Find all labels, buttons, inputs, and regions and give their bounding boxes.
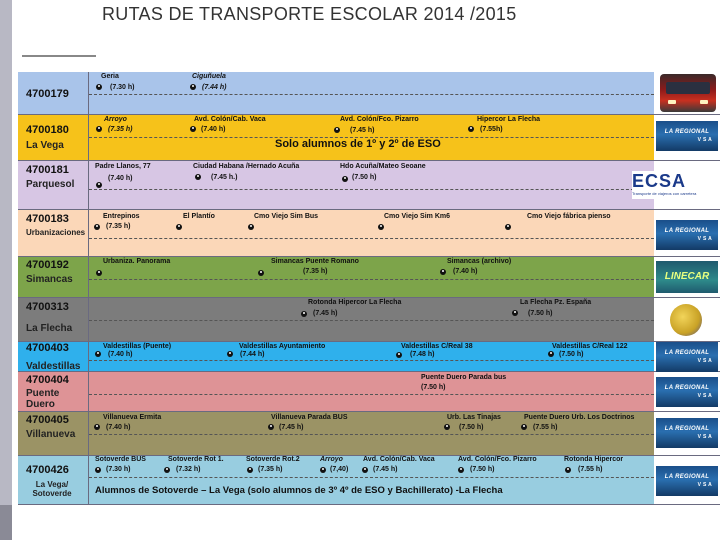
logo-cell [632,161,720,209]
stop-marker-icon [565,467,571,473]
route-area: Simancas [26,274,73,285]
stop-marker-icon [396,352,402,358]
left-decorative-bar [0,0,12,540]
route-code-cell [18,372,89,411]
route-note: Solo alumnos de 1º y 2º de ESO [275,138,441,150]
route-note: Alumnos de Sotoverde – La Vega (solo alumnos de 3º 4º de ESO y Bachillerato) -La Flecha [95,485,503,496]
stop-name: Valdestillas (Puente) [103,343,172,350]
stop-marker-icon [505,224,511,230]
stop-marker-icon [190,84,196,90]
stop-marker-icon [94,424,100,430]
stop-time: (7.35 h) [108,126,133,133]
stop-marker-icon [342,176,348,182]
stop-name: Padre Llanos, 77 [95,163,151,170]
stop-name: Sotoverde BUS [95,456,146,463]
stop-time: (7.44 h) [202,84,227,91]
row-divider-dashed [89,394,654,395]
stop-time: (7.35 h) [258,466,283,473]
stop-marker-icon [334,127,340,133]
route-code: 4700179 [26,88,69,100]
page-title: RUTAS DE TRANSPORTE ESCOLAR 2014 /2015 [102,4,517,24]
logo-cell [654,456,720,504]
row-divider-dashed [89,94,654,95]
stop-time: (7.30 h) [106,466,131,473]
stop-time: (7.40 h) [201,126,226,133]
row-divider-dashed [89,320,654,321]
title-underline [22,55,96,57]
stop-marker-icon [96,84,102,90]
stop-name: La Flecha Pz. España [520,299,592,306]
routes-table [18,72,720,505]
stop-marker-icon [320,467,326,473]
stop-name: Hdo Acuña/Mateo Seoane [340,163,426,170]
row-divider-dashed [89,477,654,478]
la-regional-logo: LA REGIONAL V S A [656,220,718,250]
stop-time: (7.50 h) [470,466,495,473]
stop-time: (7.40 h) [106,424,131,431]
la-regional-logo: LA REGIONAL V S A [656,342,718,372]
stop-marker-icon [96,126,102,132]
stop-time: (7.50 h) [528,310,553,317]
stop-name: Avd. Colón/Fco. Pizarro [340,116,419,123]
logo-cell [654,72,720,114]
row-divider-dashed [89,434,654,435]
stop-marker-icon [95,467,101,473]
stop-name: Arroyo [104,116,127,123]
stop-time: (7.48 h) [410,351,435,358]
stop-marker-icon [378,224,384,230]
stop-name: Ciguñuela [192,73,226,80]
stop-marker-icon [96,270,102,276]
route-area: La Vega [26,140,64,151]
stop-marker-icon [548,351,554,357]
stop-name: Urb. Las Tinajas [447,414,501,421]
stop-marker-icon [258,270,264,276]
stop-name: Cmo Viejo Sim Km6 [384,213,451,220]
route-row-4700181 [18,161,720,210]
stop-marker-icon [195,174,201,180]
stop-time: (7.40 h) [108,351,133,358]
stop-name: Rotonda Hipercor [564,456,624,463]
stop-time: (7.35 h) [106,223,131,230]
stop-time: (7.45 h) [350,127,375,134]
route-row-4700183 [18,210,720,257]
logo-cell [654,298,720,341]
stop-marker-icon [96,182,102,188]
route-code: 4700313 [26,301,69,313]
route-code: 4700192 [26,259,69,271]
route-code: 4700181 [26,164,69,176]
stop-name: Geria [101,73,119,80]
stop-name: Valdestillas Ayuntamiento [239,343,326,350]
route-area: Puente Duero [26,388,60,410]
route-code-cell [18,342,89,371]
stop-name: Entrepinos [103,213,140,220]
logo-cell [654,372,720,411]
la-regional-logo: LA REGIONAL V S A [656,121,718,151]
stop-name: Urbaniza. Panorama [103,258,171,265]
route-area: Parquesol [26,179,75,190]
stop-time: (7.55 h) [533,424,558,431]
stop-marker-icon [362,467,368,473]
stop-name: Cmo Viejo Sim Bus [254,213,319,220]
route-code-cell [18,456,89,504]
stop-marker-icon [95,351,101,357]
stop-time: (7.32 h) [176,466,201,473]
stop-time: (7.55 h) [578,466,603,473]
route-code-cell [18,161,89,209]
row-divider-dashed [89,189,654,190]
stop-marker-icon [190,126,196,132]
stop-name: Sotoverde Rot 1. [168,456,224,463]
route-code: 4700405 [26,414,69,426]
route-code: 4700404 [26,374,69,386]
route-row-4700179 [18,72,720,115]
stop-name: Villanueva Parada BUS [271,414,348,421]
route-code-cell [18,72,89,114]
left-decorative-bar-bottom [0,505,12,540]
route-area: Urbanizaciones [26,228,86,237]
stop-time: (7.45 h) [279,424,304,431]
route-row-4700426 [18,456,720,505]
stop-name: El Plantío [183,213,215,220]
globe-logo-icon [660,302,714,338]
stop-time: (7.44 h) [240,351,265,358]
row-divider-dashed [89,360,654,361]
stop-time: (7.35 h) [303,268,328,275]
stop-name: Avd. Colón/Fco. Pizarro [458,456,537,463]
stop-name: Simancas (archivo) [447,258,512,265]
stop-name: Simancas Puente Romano [271,258,359,265]
route-code: 4700183 [26,213,69,225]
route-row-4700180 [18,115,720,161]
stop-time: (7.50 h) [352,174,377,181]
route-code: 4700180 [26,124,69,136]
linecar-logo: LINECAR [656,261,718,293]
stop-marker-icon [248,224,254,230]
logo-cell [654,115,720,160]
stop-name: Valdestillas C/Real 38 [401,343,473,350]
stop-marker-icon [94,224,100,230]
route-area: La Flecha [26,323,73,334]
stop-time: (7.50 h) [459,424,484,431]
route-row-4700403 [18,342,720,372]
stop-marker-icon [176,224,182,230]
route-code: 4700403 [26,342,69,354]
stop-name: Arroyo [320,456,343,463]
logo-cell [654,257,720,297]
stop-marker-icon [164,467,170,473]
stop-time: (7.50 h) [559,351,584,358]
stop-name: Avd. Colón/Cab. Vaca [363,456,435,463]
stop-time: (7,40) [330,466,349,473]
stop-time: (7.40 h) [453,268,478,275]
stop-marker-icon [227,351,233,357]
stop-name: Ciudad Habana /Hernado Acuña [193,163,300,170]
stop-marker-icon [440,269,446,275]
row-divider-dashed [89,279,654,280]
stop-name: Villanueva Ermita [103,414,162,421]
stop-time: (7.45 h.) [211,174,238,181]
stop-name: Sotoverde Rot.2 [246,456,300,463]
route-row-4700313 [18,298,720,342]
stop-marker-icon [247,467,253,473]
logo-cell [654,342,720,371]
la-regional-logo: LA REGIONAL V S A [656,466,718,496]
route-row-4700404 [18,372,720,412]
stop-name: Puente Duero Urb. Los Doctrinos [524,414,635,421]
stop-marker-icon [468,126,474,132]
stop-name: Puente Duero Parada bus [421,374,507,381]
stop-marker-icon [512,310,518,316]
route-area: Villanueva [26,429,76,440]
stop-name: Rotonda Hipercor La Flecha [308,299,402,306]
route-area: La Vega/ Sotoverde [32,480,72,498]
stop-marker-icon [268,424,274,430]
ecsa-logo: ECSA Transporte de viajeros con carretera [632,171,720,199]
stop-time: (7.55h) [480,126,503,133]
row-divider-dashed [89,238,654,239]
route-row-4700192 [18,257,720,298]
route-code-cell [18,257,89,297]
stop-name: Hipercor La Flecha [477,116,541,123]
logo-cell [654,210,720,256]
stop-time: (7.45 h) [313,310,338,317]
stop-time: (7.30 h) [110,84,135,91]
la-regional-logo: LA REGIONAL V S A [656,418,718,448]
bus-photo [660,74,716,112]
stop-name: Avd. Colón/Cab. Vaca [194,116,266,123]
stop-time: (7.50 h) [421,384,446,391]
stop-marker-icon [521,424,527,430]
stop-time: (7.40 h) [108,175,133,182]
route-code-cell [18,298,89,341]
la-regional-logo: LA REGIONAL V S A [656,377,718,407]
stop-name: Cmo Viejo fábrica pienso [527,213,611,220]
logo-cell [654,412,720,455]
route-code: 4700426 [26,464,69,476]
stop-marker-icon [444,424,450,430]
route-code-cell [18,115,89,160]
stop-name: Valdestillas C/Real 122 [552,343,628,350]
route-code-cell [18,412,89,455]
route-row-4700405 [18,412,720,456]
stop-time: (7.45 h) [373,466,398,473]
stop-marker-icon [301,311,307,317]
route-code-cell [18,210,89,256]
stop-marker-icon [458,467,464,473]
route-area: Valdestillas [26,361,81,372]
